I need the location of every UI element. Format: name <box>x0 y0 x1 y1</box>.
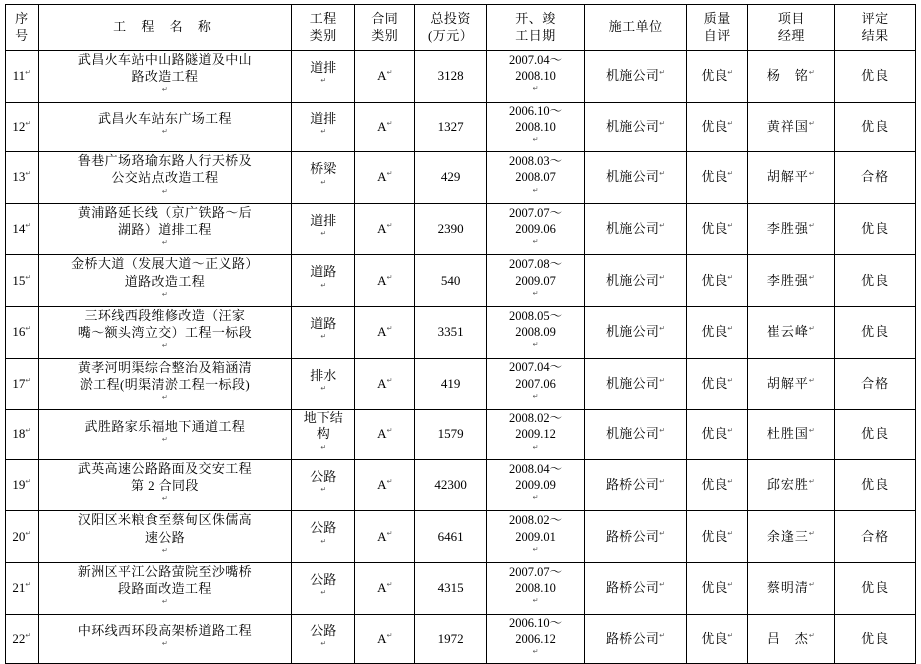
cell-project-category: 排水 ↵ <box>292 358 355 410</box>
cell-contract-category: A↵ <box>355 459 415 511</box>
cell-seq: 15↵ <box>6 255 39 307</box>
cell-start-end-date: 2006.10～ 2008.10 ↵ <box>487 102 585 152</box>
cell-seq: 22↵ <box>6 614 39 664</box>
cell-contract-category: A↵ <box>355 203 415 255</box>
cell-project-manager: 李胜强↵ <box>748 255 835 307</box>
cell-construction-unit: 机施公司↵ <box>585 102 687 152</box>
cell-project-category: 桥梁 ↵ <box>292 152 355 204</box>
cell-total-investment: 1972 <box>415 614 487 664</box>
cell-contract-category: A↵ <box>355 307 415 359</box>
header-evaluation-result: 评定 结果 <box>835 5 916 51</box>
cell-construction-unit: 机施公司↵ <box>585 255 687 307</box>
cell-project-category: 道排 ↵ <box>292 203 355 255</box>
cell-project-manager: 杜胜国↵ <box>748 410 835 460</box>
cell-project-name: 新洲区平江公路萤院至沙嘴桥 段路面改造工程 ↵ <box>38 563 292 615</box>
cell-evaluation-result: 优良 <box>835 255 916 307</box>
cell-contract-category: A↵ <box>355 102 415 152</box>
header-project-manager: 项目 经理 <box>748 5 835 51</box>
cell-start-end-date: 2008.03～ 2008.07 ↵ <box>487 152 585 204</box>
cell-project-name: 汉阳区米粮食至蔡甸区侏儒高 速公路 ↵ <box>38 511 292 563</box>
cell-evaluation-result: 优良 <box>835 563 916 615</box>
table-row <box>6 51 916 103</box>
project-evaluation-table <box>5 4 916 664</box>
cell-start-end-date: 2007.04～ 2007.06 ↵ <box>487 358 585 410</box>
cell-contract-category: A↵ <box>355 358 415 410</box>
table-row <box>6 563 916 615</box>
cell-start-end-date: 2007.04～ 2008.10 ↵ <box>487 51 585 103</box>
cell-project-manager: 蔡明清↵ <box>748 563 835 615</box>
table-row <box>6 152 916 204</box>
table-header-row <box>6 5 916 51</box>
cell-construction-unit: 路桥公司↵ <box>585 614 687 664</box>
table-row <box>6 203 916 255</box>
header-quality-self-eval: 质量 自评 <box>687 5 748 51</box>
cell-project-name: 金桥大道（发展大道～正义路） 道路改造工程 ↵ <box>38 255 292 307</box>
cell-project-manager: 崔云峰↵ <box>748 307 835 359</box>
cell-total-investment: 6461 <box>415 511 487 563</box>
cell-project-manager: 李胜强↵ <box>748 203 835 255</box>
table-row <box>6 459 916 511</box>
table-row <box>6 511 916 563</box>
cell-project-name: 鲁巷广场珞瑜东路人行天桥及 公交站点改造工程 ↵ <box>38 152 292 204</box>
cell-construction-unit: 路桥公司↵ <box>585 563 687 615</box>
cell-seq: 19↵ <box>6 459 39 511</box>
cell-construction-unit: 机施公司↵ <box>585 358 687 410</box>
cell-seq: 21↵ <box>6 563 39 615</box>
cell-quality-self-eval: 优良↵ <box>687 152 748 204</box>
cell-construction-unit: 机施公司↵ <box>585 307 687 359</box>
cell-construction-unit: 机施公司↵ <box>585 410 687 460</box>
cell-construction-unit: 机施公司↵ <box>585 152 687 204</box>
cell-seq: 17↵ <box>6 358 39 410</box>
header-seq: 序 号 <box>6 5 39 51</box>
cell-total-investment: 3351 <box>415 307 487 359</box>
header-project-name: 工 程 名 称 <box>38 5 292 51</box>
cell-project-category: 道路 ↵ <box>292 255 355 307</box>
table-row <box>6 358 916 410</box>
cell-start-end-date: 2008.02～ 2009.01 ↵ <box>487 511 585 563</box>
cell-evaluation-result: 优良 <box>835 459 916 511</box>
cell-seq: 16↵ <box>6 307 39 359</box>
cell-total-investment: 42300 <box>415 459 487 511</box>
cell-project-category: 公路 ↵ <box>292 511 355 563</box>
cell-evaluation-result: 优良 <box>835 51 916 103</box>
cell-contract-category: A↵ <box>355 563 415 615</box>
cell-start-end-date: 2008.04～ 2009.09 ↵ <box>487 459 585 511</box>
cell-evaluation-result: 优良 <box>835 203 916 255</box>
cell-quality-self-eval: 优良↵ <box>687 614 748 664</box>
cell-quality-self-eval: 优良↵ <box>687 358 748 410</box>
cell-project-category: 地下结 构 ↵ <box>292 410 355 460</box>
cell-start-end-date: 2007.07～ 2008.10 ↵ <box>487 563 585 615</box>
cell-quality-self-eval: 优良↵ <box>687 203 748 255</box>
header-start-end-date: 开、竣 工日期 <box>487 5 585 51</box>
cell-evaluation-result: 优良 <box>835 410 916 460</box>
cell-evaluation-result: 合格 <box>835 511 916 563</box>
cell-project-name: 黄孝河明渠综合整治及箱涵清 淤工程(明渠清淤工程一标段) ↵ <box>38 358 292 410</box>
cell-start-end-date: 2008.05～ 2008.09 ↵ <box>487 307 585 359</box>
cell-contract-category: A↵ <box>355 152 415 204</box>
table-row <box>6 307 916 359</box>
cell-project-manager: 邱宏胜↵ <box>748 459 835 511</box>
table-row <box>6 410 916 460</box>
cell-total-investment: 419 <box>415 358 487 410</box>
header-total-investment: 总投资 (万元） <box>415 5 487 51</box>
cell-project-manager: 杨 铭↵ <box>748 51 835 103</box>
cell-evaluation-result: 合格 <box>835 358 916 410</box>
cell-project-name: 中环线西环段高架桥道路工程 ↵ <box>38 614 292 664</box>
cell-project-name: 武昌火车站中山路隧道及中山 路改造工程 ↵ <box>38 51 292 103</box>
table-row <box>6 102 916 152</box>
header-construction-unit: 施工单位 <box>585 5 687 51</box>
cell-quality-self-eval: 优良↵ <box>687 459 748 511</box>
cell-total-investment: 2390 <box>415 203 487 255</box>
cell-quality-self-eval: 优良↵ <box>687 410 748 460</box>
cell-total-investment: 1579 <box>415 410 487 460</box>
cell-seq: 12↵ <box>6 102 39 152</box>
cell-total-investment: 1327 <box>415 102 487 152</box>
cell-evaluation-result: 优良 <box>835 102 916 152</box>
cell-total-investment: 3128 <box>415 51 487 103</box>
cell-project-category: 道路 ↵ <box>292 307 355 359</box>
cell-contract-category: A↵ <box>355 511 415 563</box>
header-contract-category: 合同 类别 <box>355 5 415 51</box>
cell-total-investment: 4315 <box>415 563 487 615</box>
cell-contract-category: A↵ <box>355 51 415 103</box>
cell-project-category: 公路 ↵ <box>292 614 355 664</box>
cell-start-end-date: 2008.02～ 2009.12 ↵ <box>487 410 585 460</box>
cell-contract-category: A↵ <box>355 410 415 460</box>
cell-project-name: 武昌火车站东广场工程 ↵ <box>38 102 292 152</box>
cell-start-end-date: 2007.07～ 2009.06 ↵ <box>487 203 585 255</box>
table-row <box>6 614 916 664</box>
cell-quality-self-eval: 优良↵ <box>687 563 748 615</box>
cell-contract-category: A↵ <box>355 255 415 307</box>
cell-project-manager: 黄祥国↵ <box>748 102 835 152</box>
cell-quality-self-eval: 优良↵ <box>687 255 748 307</box>
cell-seq: 20↵ <box>6 511 39 563</box>
cell-project-manager: 吕 杰↵ <box>748 614 835 664</box>
cell-evaluation-result: 优良 <box>835 614 916 664</box>
cell-seq: 18↵ <box>6 410 39 460</box>
header-project-category: 工程 类别 <box>292 5 355 51</box>
cell-project-category: 道排 ↵ <box>292 102 355 152</box>
cell-project-name: 黄浦路延长线（京广铁路～后 湖路）道排工程 ↵ <box>38 203 292 255</box>
cell-project-name: 武英高速公路路面及交安工程 第 2 合同段 ↵ <box>38 459 292 511</box>
cell-seq: 11↵ <box>6 51 39 103</box>
cell-construction-unit: 路桥公司↵ <box>585 511 687 563</box>
cell-project-category: 道排 ↵ <box>292 51 355 103</box>
cell-start-end-date: 2006.10～ 2006.12 ↵ <box>487 614 585 664</box>
cell-quality-self-eval: 优良↵ <box>687 102 748 152</box>
cell-quality-self-eval: 优良↵ <box>687 511 748 563</box>
cell-seq: 13↵ <box>6 152 39 204</box>
cell-contract-category: A↵ <box>355 614 415 664</box>
cell-project-manager: 余逢三↵ <box>748 511 835 563</box>
cell-construction-unit: 机施公司↵ <box>585 51 687 103</box>
cell-seq: 14↵ <box>6 203 39 255</box>
cell-total-investment: 540 <box>415 255 487 307</box>
cell-project-name: 三环线西段维修改造（汪家 嘴～额头湾立交）工程一标段 ↵ <box>38 307 292 359</box>
cell-evaluation-result: 合格 <box>835 152 916 204</box>
cell-project-category: 公路 ↵ <box>292 563 355 615</box>
cell-project-name: 武胜路家乐福地下通道工程 ↵ <box>38 410 292 460</box>
cell-project-manager: 胡解平↵ <box>748 358 835 410</box>
cell-total-investment: 429 <box>415 152 487 204</box>
cell-quality-self-eval: 优良↵ <box>687 307 748 359</box>
cell-evaluation-result: 优良 <box>835 307 916 359</box>
cell-construction-unit: 路桥公司↵ <box>585 459 687 511</box>
cell-quality-self-eval: 优良↵ <box>687 51 748 103</box>
cell-project-manager: 胡解平↵ <box>748 152 835 204</box>
cell-project-category: 公路 ↵ <box>292 459 355 511</box>
table-body <box>6 51 916 664</box>
cell-construction-unit: 机施公司↵ <box>585 203 687 255</box>
table-row <box>6 255 916 307</box>
cell-start-end-date: 2007.08～ 2009.07 ↵ <box>487 255 585 307</box>
